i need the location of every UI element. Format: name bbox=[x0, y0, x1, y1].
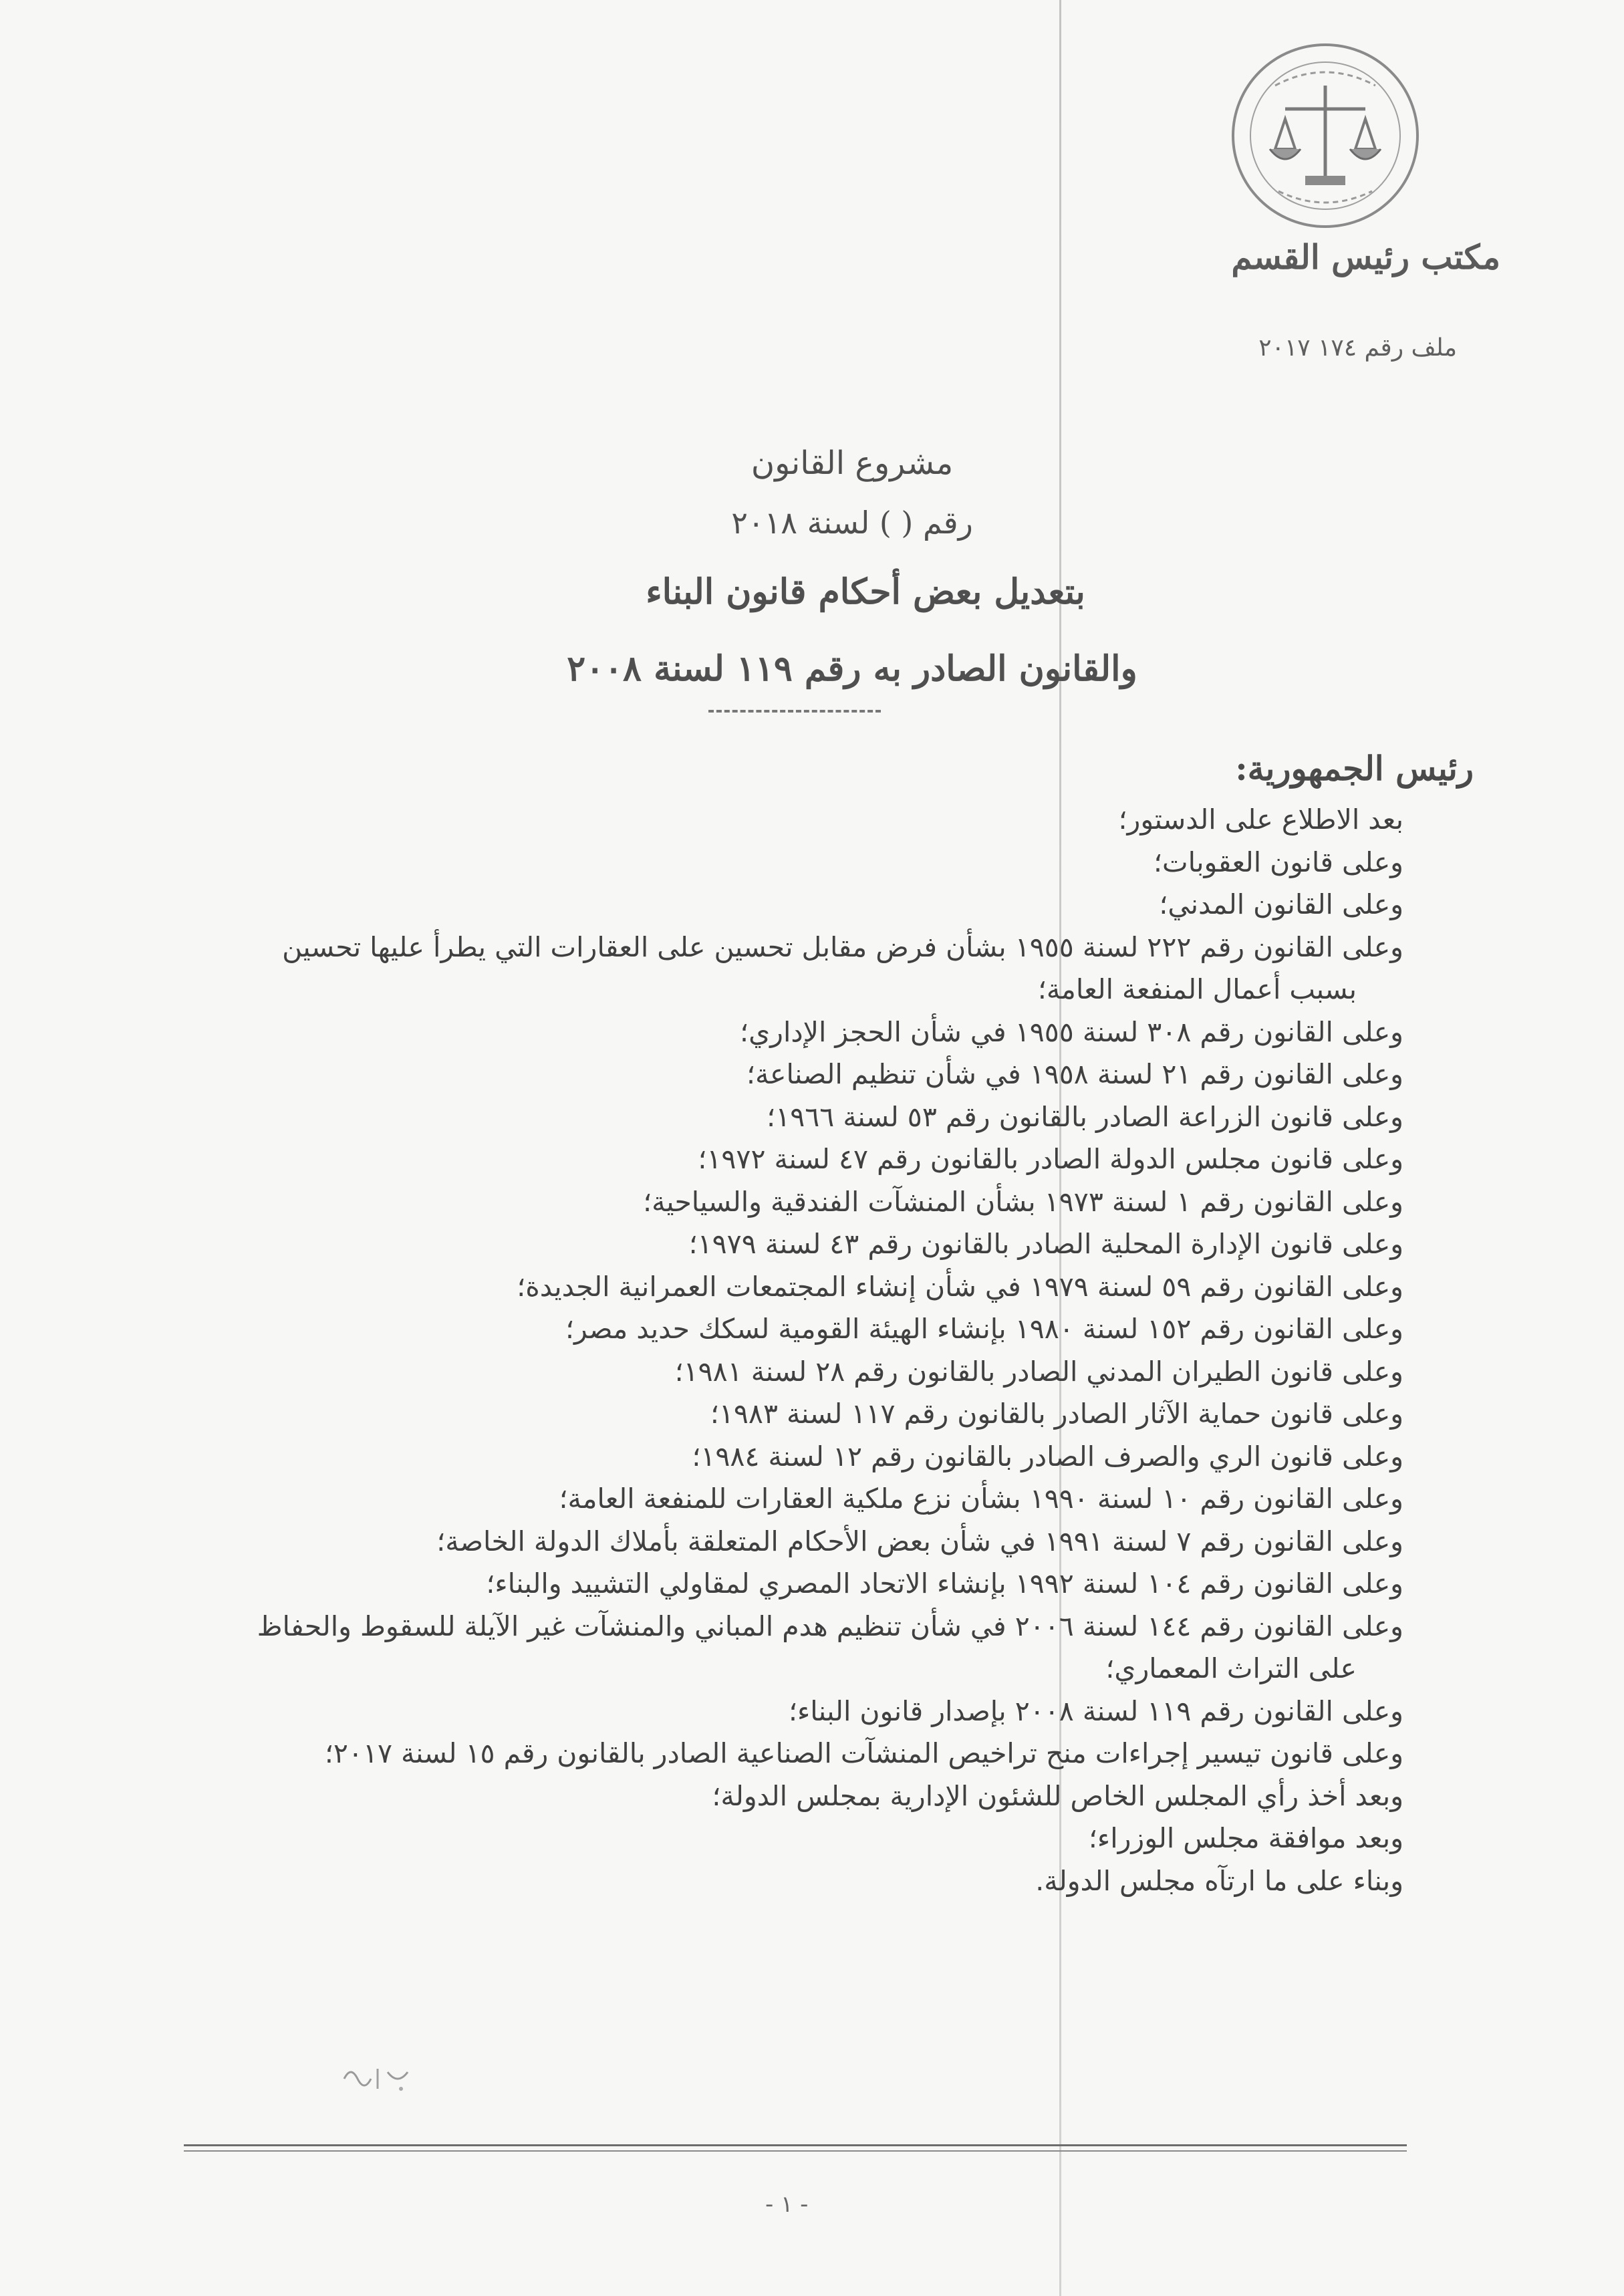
preamble-list bbox=[80, 799, 1403, 1902]
preamble-line: وعلى القانون رقم ١١٩ لسنة ٢٠٠٨ بإصدار قانون البناء؛ bbox=[788, 1694, 1403, 1727]
preamble-line: وعلى القانون رقم ١٤٤ لسنة ٢٠٠٦ في شأن تنظيم هدم المباني والمنشآت غير الآيلة للسقوط والحفاظ bbox=[257, 1610, 1403, 1642]
page-number: - ١ - bbox=[765, 2191, 809, 2218]
preamble-line: وعلى قانون حماية الآثار الصادر بالقانون رقم ١١٧ لسنة ١٩٨٣؛ bbox=[710, 1398, 1403, 1430]
preamble-line: وعلى قانون الري والصرف الصادر بالقانون رقم ١٢ لسنة ١٩٨٤؛ bbox=[692, 1440, 1403, 1473]
file-reference: ملف رقم ١٧٤ ٢٠١٧ bbox=[1258, 334, 1457, 362]
preamble-line: وبناء على ما ارتآه مجلس الدولة. bbox=[1035, 1864, 1403, 1897]
preamble-line: بسبب أعمال المنفعة العامة؛ bbox=[1037, 973, 1357, 1005]
preamble-line: وعلى قانون الزراعة الصادر بالقانون رقم ٥٣ لسنة ١٩٦٦؛ bbox=[767, 1100, 1403, 1133]
preamble-line: وعلى قانون العقوبات؛ bbox=[1154, 846, 1403, 878]
preamble-line: وعلى القانون رقم ١٥٢ لسنة ١٩٨٠ بإنشاء الهيئة القومية لسكك حديد مصر؛ bbox=[565, 1313, 1403, 1345]
preamble-line: وعلى القانون رقم ١٠٤ لسنة ١٩٩٢ بإنشاء الاتحاد المصري لمقاولي التشييد والبناء؛ bbox=[486, 1567, 1403, 1600]
preamble-line: وعلى القانون المدني؛ bbox=[1159, 888, 1403, 920]
draft-title: مشروع القانون bbox=[751, 444, 954, 482]
law-number: رقم ( ) لسنة ٢٠١٨ bbox=[731, 505, 973, 541]
footer-divider bbox=[184, 2144, 1407, 2152]
official-seal-icon bbox=[1228, 39, 1422, 233]
preamble-line: وبعد موافقة مجلس الوزراء؛ bbox=[1088, 1822, 1403, 1854]
preamble-line: على التراث المعماري؛ bbox=[1105, 1652, 1357, 1684]
law-subject-line-1: بتعديل بعض أحكام قانون البناء bbox=[646, 571, 1085, 612]
preamble-line: وعلى القانون رقم ٢١ لسنة ١٩٥٨ في شأن تنظيم الصناعة؛ bbox=[747, 1058, 1403, 1090]
preamble-line: وعلى قانون الإدارة المحلية الصادر بالقانون رقم ٤٣ لسنة ١٩٧٩؛ bbox=[688, 1228, 1403, 1260]
preamble-line: وعلى القانون رقم ٣٠٨ لسنة ١٩٥٥ في شأن الحجز الإداري؛ bbox=[740, 1015, 1403, 1048]
title-divider bbox=[708, 710, 881, 713]
preamble-line: وعلى قانون تيسير إجراءات منح تراخيص المنشآت الصناعية الصادر بالقانون رقم ١٥ لسنة ٢٠١٧؛ bbox=[324, 1737, 1403, 1769]
preamble-line: وعلى القانون رقم ٧ لسنة ١٩٩١ في شأن بعض الأحكام المتعلقة بأملاك الدولة الخاصة؛ bbox=[436, 1525, 1403, 1557]
preamble-line: وعلى القانون رقم ٢٢٢ لسنة ١٩٥٥ بشأن فرض مقابل تحسين على العقارات التي يطرأ عليها تحسين bbox=[282, 930, 1403, 963]
preamble-line: وبعد أخذ رأي المجلس الخاص للشئون الإدارية بمجلس الدولة؛ bbox=[712, 1779, 1403, 1812]
preamble-line: وعلى القانون رقم ٥٩ لسنة ١٩٧٩ في شأن إنشاء المجتمعات العمرانية الجديدة؛ bbox=[517, 1270, 1403, 1303]
preamble-line: وعلى قانون مجلس الدولة الصادر بالقانون رقم ٤٧ لسنة ١٩٧٢؛ bbox=[698, 1143, 1403, 1175]
preamble-line: بعد الاطلاع على الدستور؛ bbox=[1118, 803, 1403, 836]
office-heading: مكتب رئيس القسم bbox=[1231, 237, 1500, 277]
preamble-line: وعلى قانون الطيران المدني الصادر بالقانون رقم ٢٨ لسنة ١٩٨١؛ bbox=[674, 1355, 1403, 1388]
preamble-line: وعلى القانون رقم ١٠ لسنة ١٩٩٠ بشأن نزع ملكية العقارات للمنفعة العامة؛ bbox=[559, 1483, 1403, 1515]
law-subject-line-2: والقانون الصادر به رقم ١١٩ لسنة ٢٠٠٨ bbox=[567, 648, 1137, 689]
preamble-line: وعلى القانون رقم ١ لسنة ١٩٧٣ بشأن المنشآت الفندقية والسياحية؛ bbox=[643, 1185, 1403, 1218]
handwritten-initials bbox=[337, 2052, 418, 2099]
president-heading: رئيس الجمهورية: bbox=[1235, 749, 1474, 788]
